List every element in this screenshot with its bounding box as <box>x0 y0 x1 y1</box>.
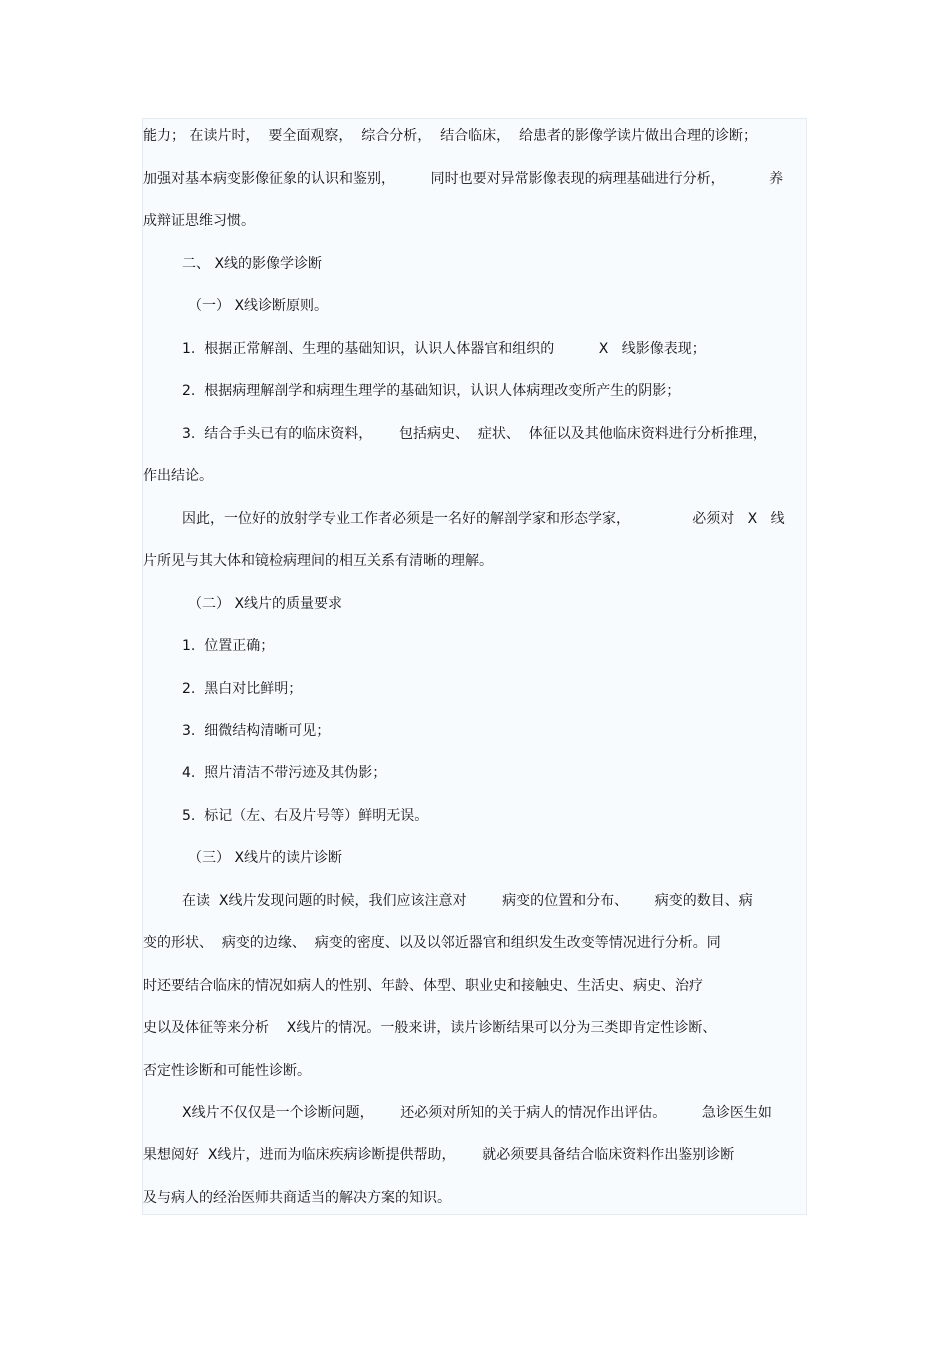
paragraph-line: 否定性诊断和可能性诊断。 <box>143 1063 311 1079</box>
paragraph-line: 作出结论。 <box>143 468 213 484</box>
subsection-heading: （二） X线片的质量要求 <box>188 596 343 612</box>
paragraph-line: 时还要结合临床的情况如病人的性别、年龄、体型、职业史和接触史、生活史、病史、治疗 <box>143 978 703 994</box>
paragraph-line: 能力； 在读片时， 要全面观察， 综合分析， 结合临床， 给患者的影像学读片做出合理的诊断； <box>143 128 758 144</box>
paragraph-line: 变的形状、 病变的边缘、 病变的密度、以及以邻近器官和组织发生改变等情况进行分析。同 <box>143 935 721 951</box>
list-item: 3. 细微结构清晰可见； <box>182 723 331 739</box>
paragraph-line: 片所见与其大体和镜检病理间的相互关系有清晰的理解。 <box>143 553 493 569</box>
paragraph-line: 果想阅好 X线片，进而为临床疾病诊断提供帮助， 就必须要具备结合临床资料作出鉴别诊断 <box>143 1147 735 1163</box>
subsection-heading: （一） X线诊断原则。 <box>188 298 329 314</box>
list-item: 1. 根据正常解剖、生理的基础知识，认识人体器官和组织的 X 线影像表现； <box>182 341 706 357</box>
subsection-heading: （三） X线片的读片诊断 <box>188 850 343 866</box>
paragraph-line: 成辩证思维习惯。 <box>143 213 255 229</box>
list-item: 5. 标记（左、右及片号等）鲜明无误。 <box>182 808 429 824</box>
list-item: 3. 结合手头已有的临床资料， 包括病史、 症状、 体征以及其他临床资料进行分析推理， <box>182 426 767 442</box>
paragraph-line: 及与病人的经治医师共商适当的解决方案的知识。 <box>143 1190 451 1206</box>
list-item: 4. 照片清洁不带污迹及其伪影； <box>182 765 387 781</box>
paragraph-line: 在读 X线片发现问题的时候，我们应该注意对 病变的位置和分布、 病变的数目、病 <box>182 893 753 909</box>
list-item: 2. 黑白对比鲜明； <box>182 681 303 697</box>
section-heading: 二、 X线的影像学诊断 <box>182 256 323 272</box>
list-item: 1. 位置正确； <box>182 638 275 654</box>
list-item: 2. 根据病理解剖学和病理生理学的基础知识，认识人体病理改变所产生的阴影； <box>182 383 681 399</box>
paragraph-line: 史以及体征等来分析 X线片的情况。一般来讲，读片诊断结果可以分为三类即肯定性诊断、 <box>143 1020 717 1036</box>
paragraph-line: 加强对基本病变影像征象的认识和鉴别， 同时也要对异常影像表现的病理基础进行分析， 养 <box>143 171 784 187</box>
paragraph-line: X线片不仅仅是一个诊断问题， 还必须对所知的关于病人的情况作出评估。 急诊医生如 <box>182 1105 772 1121</box>
paragraph-line: 因此，一位好的放射学专业工作者必须是一名好的解剖学家和形态学家， 必须对 X 线 <box>182 511 785 527</box>
document-panel <box>142 118 807 1215</box>
